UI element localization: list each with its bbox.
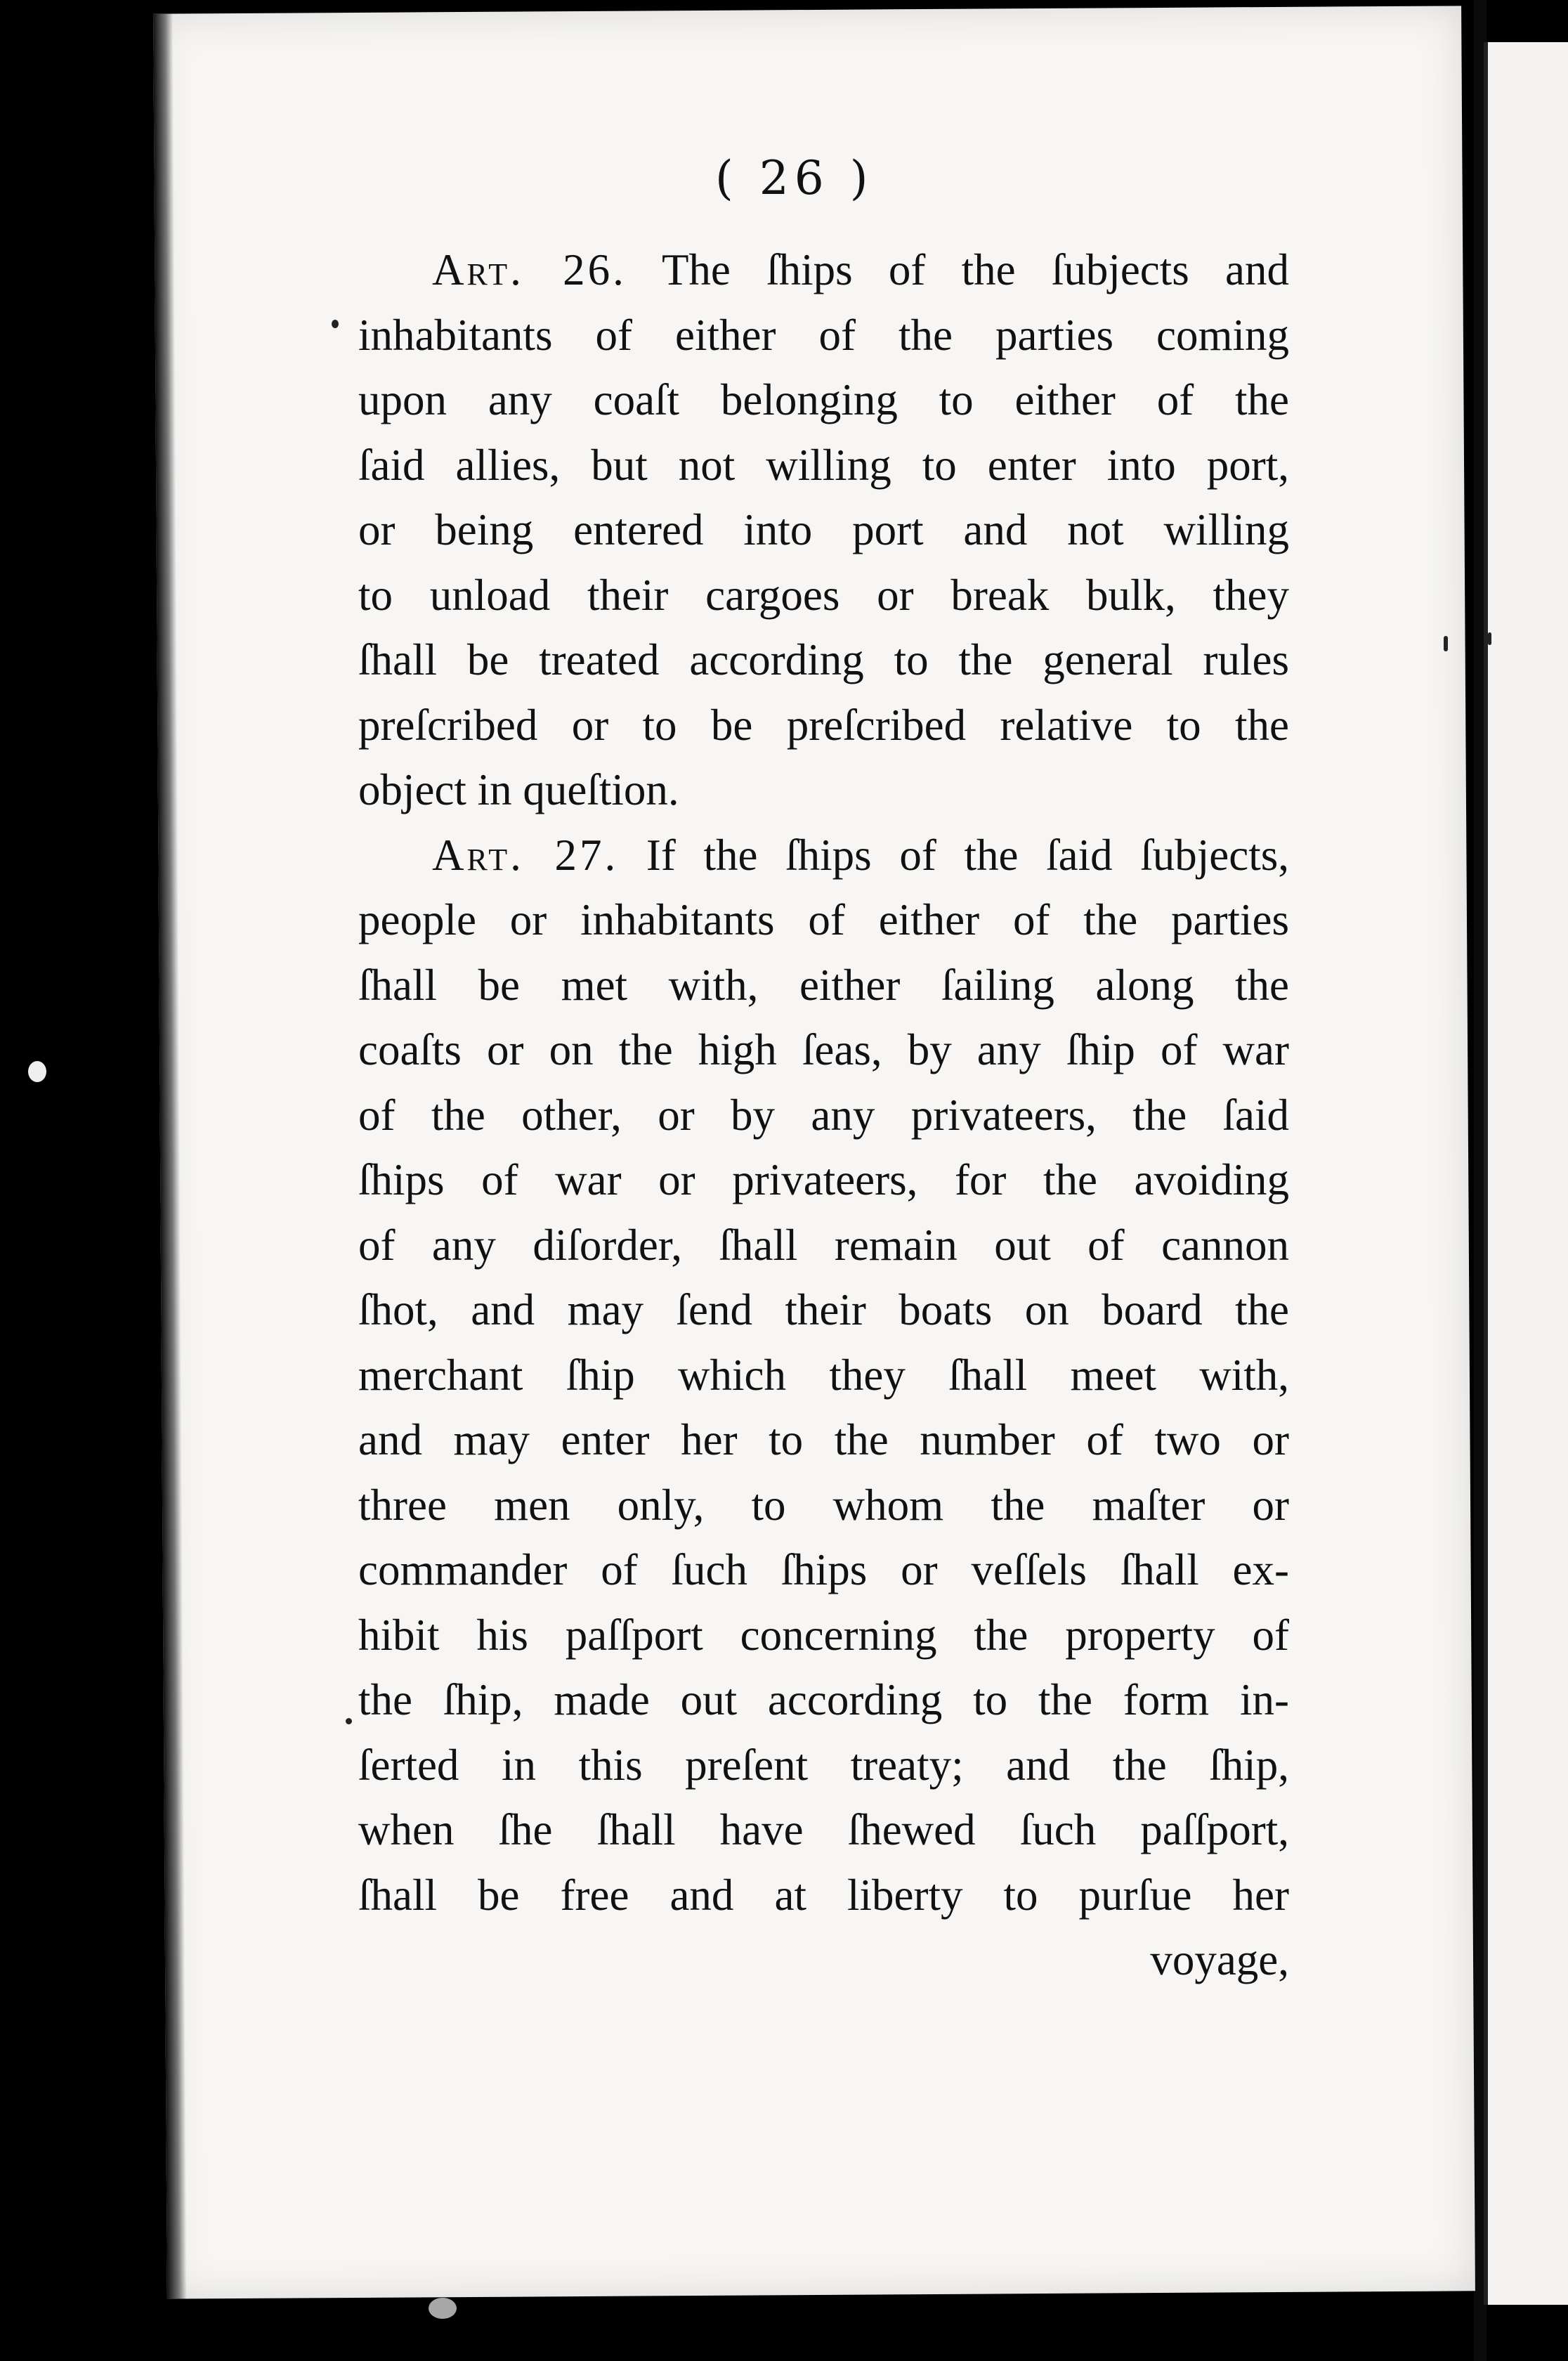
article-27-line-6: ſhips of war or privateers, for the avoiding: [358, 1155, 1289, 1204]
article-26-line-5: or being entered into port and not willing: [358, 505, 1289, 554]
article-27-line-17: ſhall be free and at liberty to purſue her: [358, 1870, 1289, 1920]
margin-speck: [332, 320, 339, 328]
article-27-line-10: and may enter her to the number of two or: [358, 1415, 1289, 1464]
article-26-text: The ſhips of the ſubjects and: [661, 245, 1289, 294]
article-27-line-8: ſhot, and may ſend their boats on board the: [358, 1285, 1289, 1334]
article-26-line-9: object in queſtion.: [358, 765, 679, 814]
margin-speck: [1444, 636, 1448, 651]
article-26-line-1: [358, 238, 1289, 303]
article-27-line-12: commander of ſuch ſhips or veſſels ſhall ex-: [358, 1545, 1289, 1594]
page-number: ( 26 ): [715, 151, 874, 205]
article-27-line-11: three men only, to whom the maſter or: [358, 1480, 1289, 1530]
article-27-line-5: of the other, or by any privateers, the ſaid: [358, 1090, 1289, 1140]
article-27-line-4: coaſts or on the high ſeas, by any ſhip of war: [358, 1025, 1289, 1074]
article-26-line-6: to unload their cargoes or break bulk, they: [358, 570, 1289, 620]
article-27-line-3: ſhall be met with, either ſailing along the: [358, 960, 1289, 1010]
article-26-label: Art. 26.: [432, 245, 627, 294]
article-27-line-9: merchant ſhip which they ſhall meet with,: [358, 1350, 1289, 1400]
article-26-line-3: upon any coaſt belonging to either of the: [358, 375, 1289, 424]
margin-speck: [429, 2298, 457, 2319]
catchword: voyage,: [1150, 1935, 1289, 1984]
article-27-line-14: the ſhip, made out according to the form in-: [358, 1675, 1289, 1724]
article-27-label: Art. 27.: [432, 830, 619, 880]
article-27-line-2: people or inhabitants of either of the parties: [358, 895, 1289, 944]
article-26-line-4: ſaid allies, but not willing to enter into port,: [358, 440, 1289, 490]
article-27-line-7: of any diſorder, ſhall remain out of cannon: [358, 1220, 1289, 1270]
article-27-line-16: when ſhe ſhall have ſhewed ſuch paſſport,: [358, 1805, 1289, 1854]
margin-speck: [346, 1718, 352, 1724]
article-27-line-15: ſerted in this preſent treaty; and the ſhip,: [358, 1740, 1289, 1790]
margin-speck: [1488, 632, 1491, 645]
article-27-text: If the ſhips of the ſaid ſubjects,: [646, 830, 1289, 880]
adjacent-page-edge: [1484, 42, 1568, 2305]
article-27-line-1: [358, 823, 1289, 888]
article-26-line-2: inhabitants of either of the parties coming: [358, 310, 1289, 360]
margin-speck: [28, 1061, 46, 1082]
article-26-line-8: preſcribed or to be preſcribed relative to the: [358, 700, 1289, 750]
article-26-line-7: ſhall be treated according to the general rules: [358, 635, 1289, 684]
page-body-text: [358, 238, 1289, 1993]
article-27-line-13: hibit his paſſport concerning the property of: [358, 1610, 1289, 1660]
